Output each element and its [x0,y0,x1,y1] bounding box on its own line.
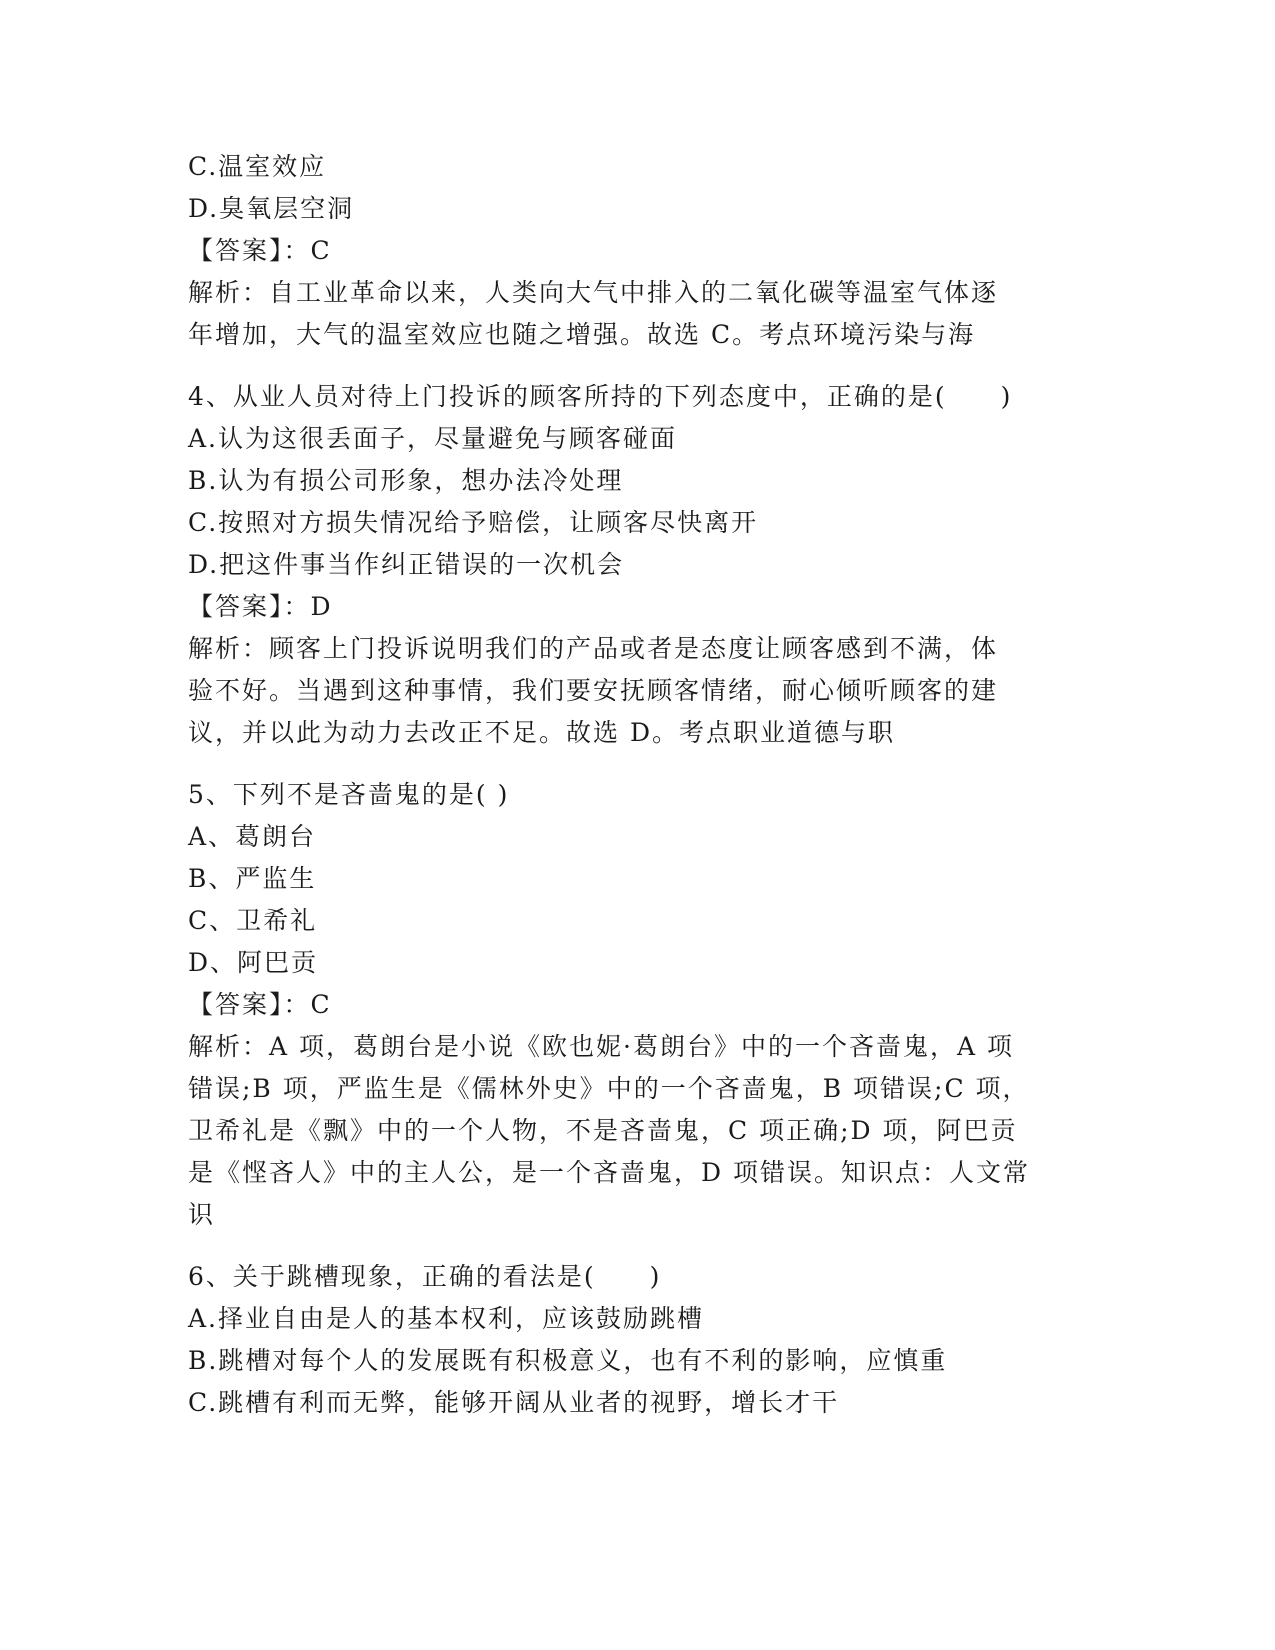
analysis-line: 识 [188,1200,216,1229]
analysis-line: 是《悭吝人》中的主人公，是一个吝啬鬼，D 项错误。知识点：人文常 [188,1158,1030,1187]
option-a: A.认为这很丢面子，尽量避免与顾客碰面 [188,424,678,453]
question-stem: 6、关于跳槽现象，正确的看法是( ) [188,1262,662,1291]
analysis-line: 卫希礼是《飘》中的一个人物，不是吝啬鬼，C 项正确;D 项，阿巴贡 [188,1116,1018,1145]
option-b: B.认为有损公司形象，想办法冷处理 [188,466,624,495]
option-a: A.择业自由是人的基本权利，应该鼓励跳槽 [188,1304,705,1333]
option-b: B、严监生 [188,864,317,893]
analysis-line: 错误;B 项，严监生是《儒林外史》中的一个吝啬鬼，B 项错误;C 项， [188,1074,1030,1103]
option-d: D.臭氧层空洞 [188,194,355,223]
option-c: C、卫希礼 [188,906,318,935]
option-a: A、葛朗台 [188,822,317,851]
option-d: D、阿巴贡 [188,948,319,977]
option-c: C.跳槽有利而无弊，能够开阔从业者的视野，增长才干 [188,1388,840,1417]
option-d: D.把这件事当作纠正错误的一次机会 [188,550,625,579]
question-stem: 4、从业人员对待上门投诉的顾客所持的下列态度中，正确的是( ) [188,382,1013,411]
analysis-line: 年增加，大气的温室效应也随之增强。故选 C。考点环境污染与海 [188,320,976,349]
answer: 【答案】：D [188,592,333,621]
question-3-tail [188,146,1088,356]
question-stem: 5、下列不是吝啬鬼的是( ) [188,780,510,809]
question-5 [188,774,1088,1236]
analysis-line: 议，并以此为动力去改正不足。故选 D。考点职业道德与职 [188,718,895,747]
analysis-line: 解析：自工业革命以来，人类向大气中排入的二氧化碳等温室气体逐 [188,278,999,307]
option-c: C.按照对方损失情况给予赔偿，让顾客尽快离开 [188,508,759,537]
answer: 【答案】：C [188,236,332,265]
analysis-line: 解析：顾客上门投诉说明我们的产品或者是态度让顾客感到不满，体 [188,634,999,663]
analysis-line: 解析：A 项，葛朗台是小说《欧也妮·葛朗台》中的一个吝啬鬼，A 项 [188,1032,1014,1061]
document-content [188,146,1088,1424]
answer: 【答案】：C [188,990,332,1019]
analysis-line: 验不好。当遇到这种事情，我们要安抚顾客情绪，耐心倾听顾客的建 [188,676,999,705]
question-6 [188,1256,1088,1424]
option-c: C.温室效应 [188,152,327,181]
question-4 [188,376,1088,754]
option-b: B.跳槽对每个人的发展既有积极意义，也有不利的影响，应慎重 [188,1346,948,1375]
